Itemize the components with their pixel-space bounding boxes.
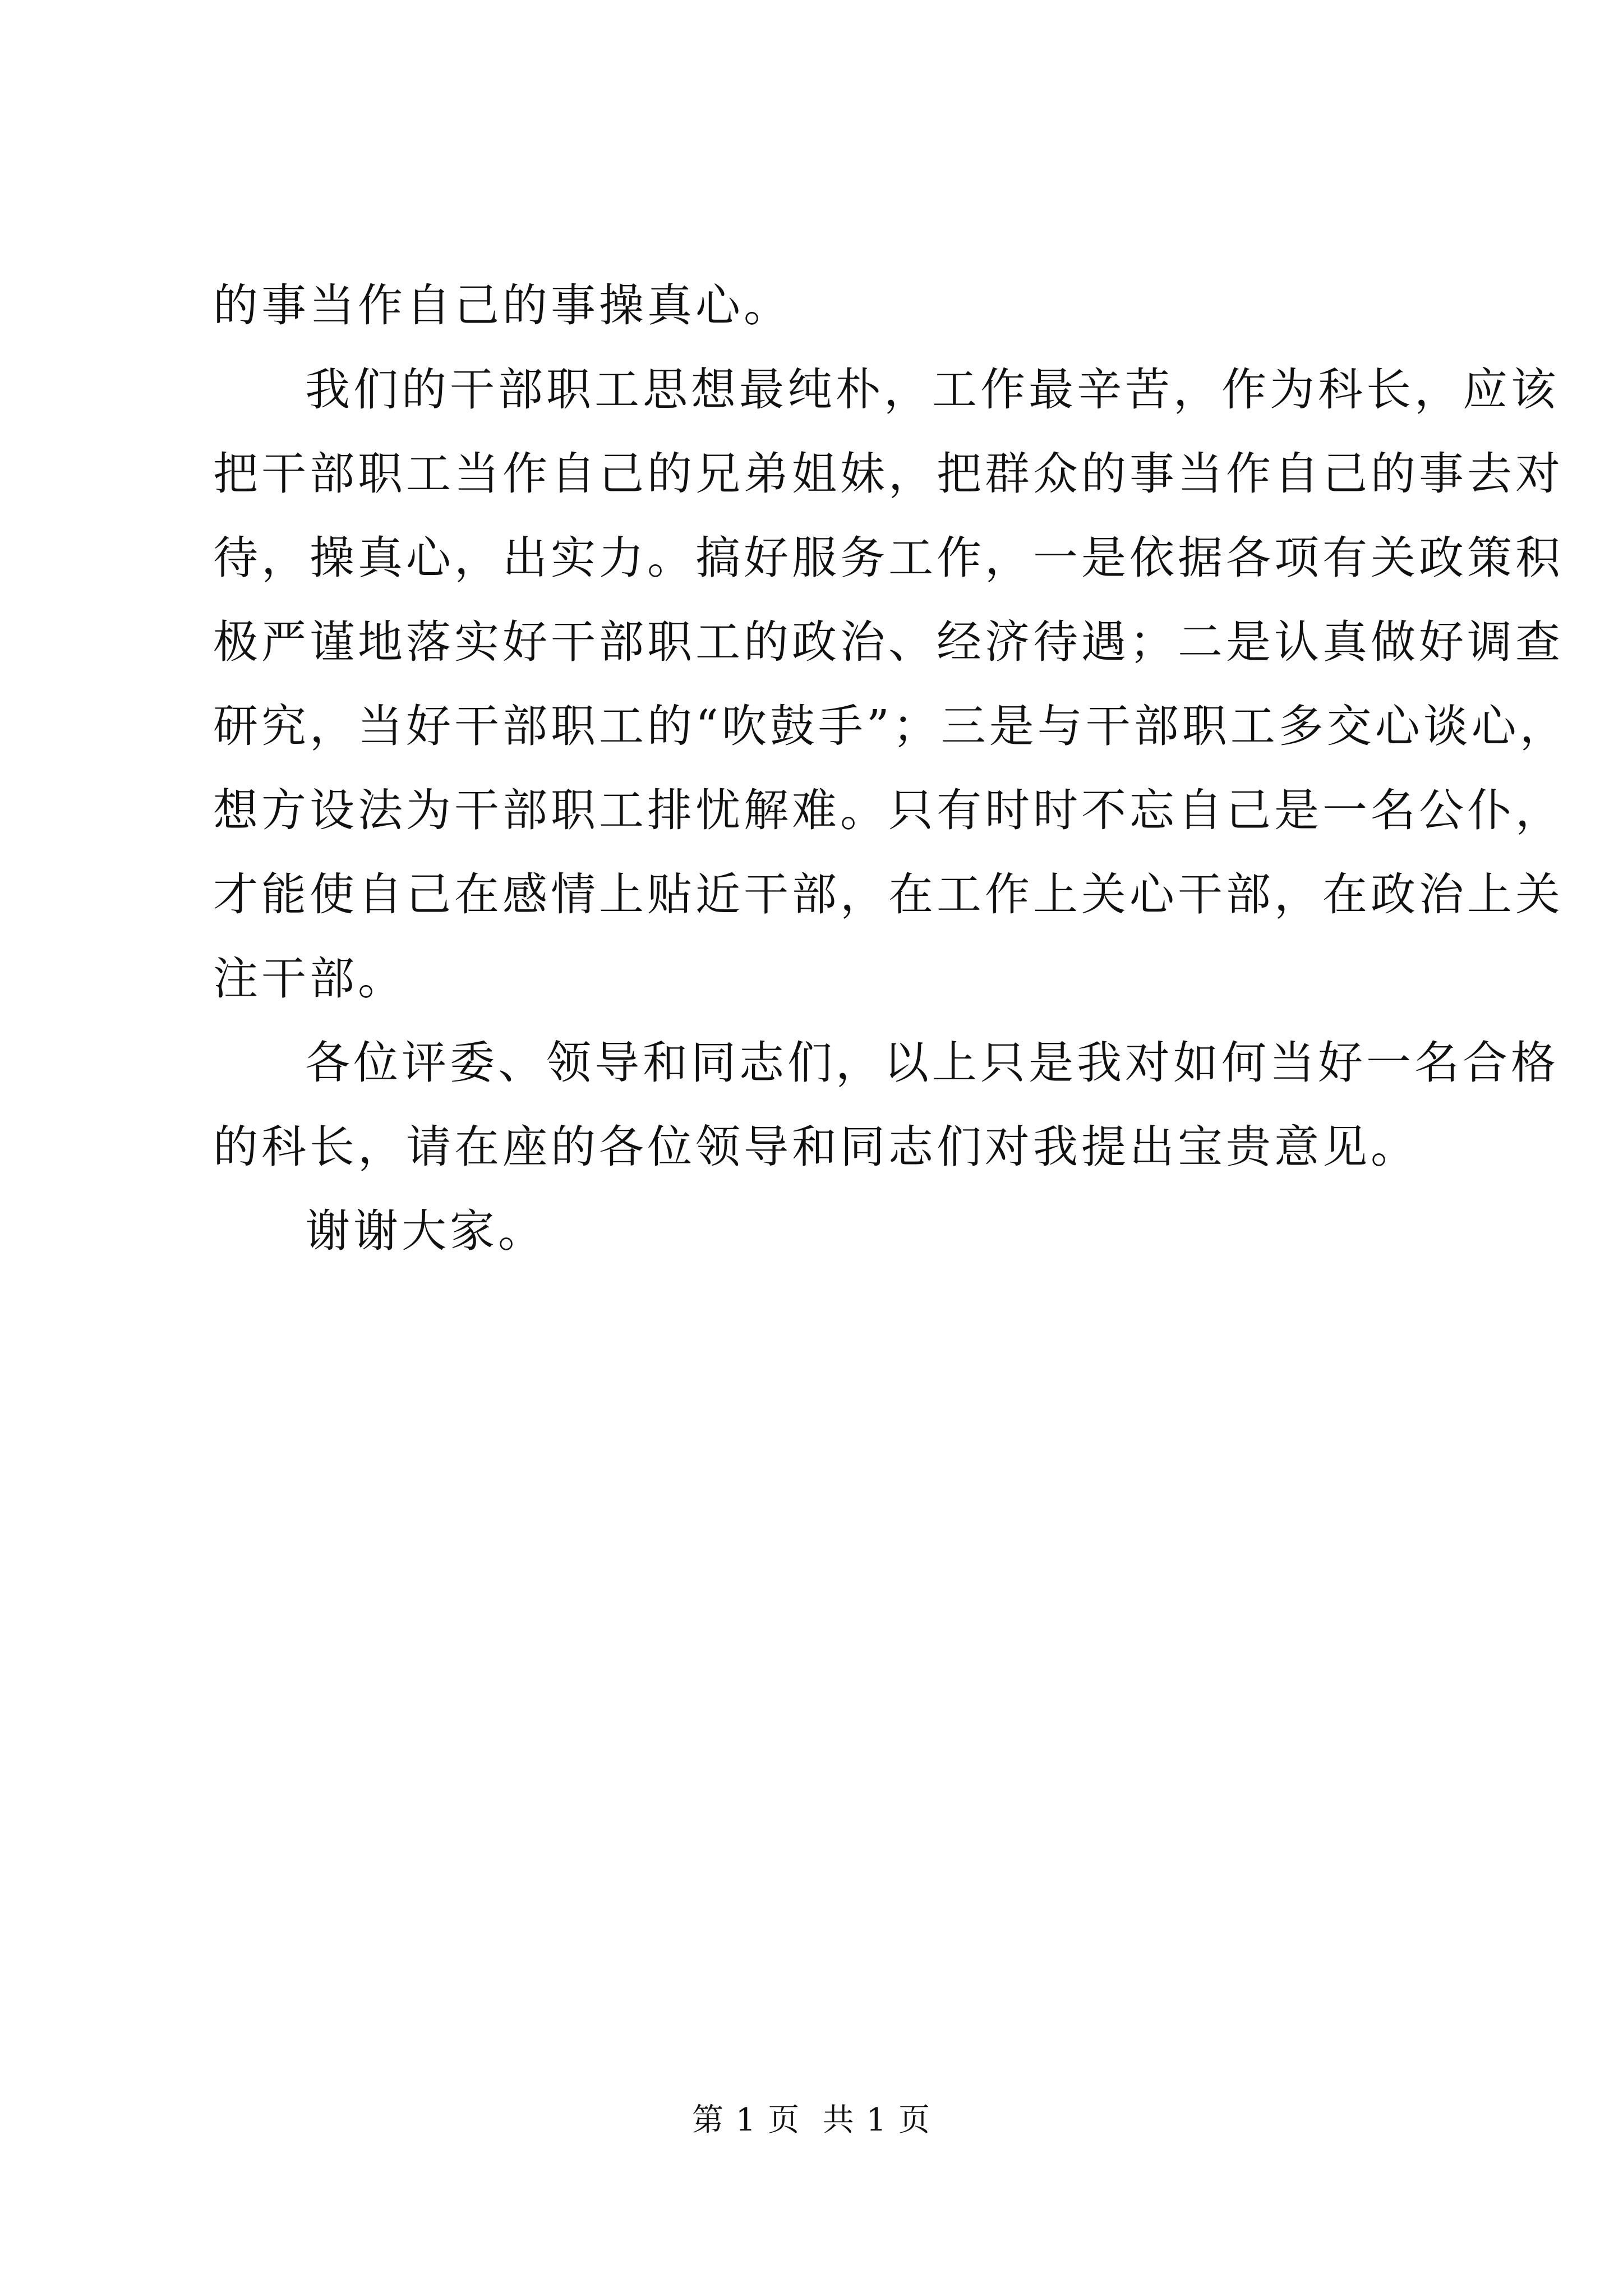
text-line: 注干部。 [213,953,406,1005]
text-line: 待，操真心，出实力。搞好服务工作，一是依据各项有关政策积 [213,532,1564,584]
text-line: 的事当作自己的事操真心。 [213,279,792,332]
text-line: 研究，当好干部职工的“吹鼓手”；三是与干部职工多交心谈心， [213,700,1568,752]
text-line: 极严谨地落实好干部职工的政治、经济待遇；二是认真做好调查 [213,616,1564,668]
text-line: 才能使自己在感情上贴近干部，在工作上关心干部，在政治上关 [213,868,1564,921]
closing-line: 谢谢大家。 [305,1205,546,1257]
paragraph-start-line: 我们的干部职工思想最纯朴，工作最辛苦，作为科长，应该 [305,364,1559,416]
text-line: 的科长，请在座的各位领导和同志们对我提出宝贵意见。 [213,1121,1419,1173]
text-line: 把干部职工当作自己的兄弟姐妹，把群众的事当作自己的事去对 [213,448,1564,500]
page-footer: 第 1 页 共 1 页 [691,2102,932,2138]
document-body [213,264,1568,1273]
paragraph-start-line: 各位评委、领导和同志们，以上只是我对如何当好一名合格 [305,1037,1559,1089]
text-line: 想方设法为干部职工排忧解难。只有时时不忘自己是一名公仆， [213,784,1564,836]
